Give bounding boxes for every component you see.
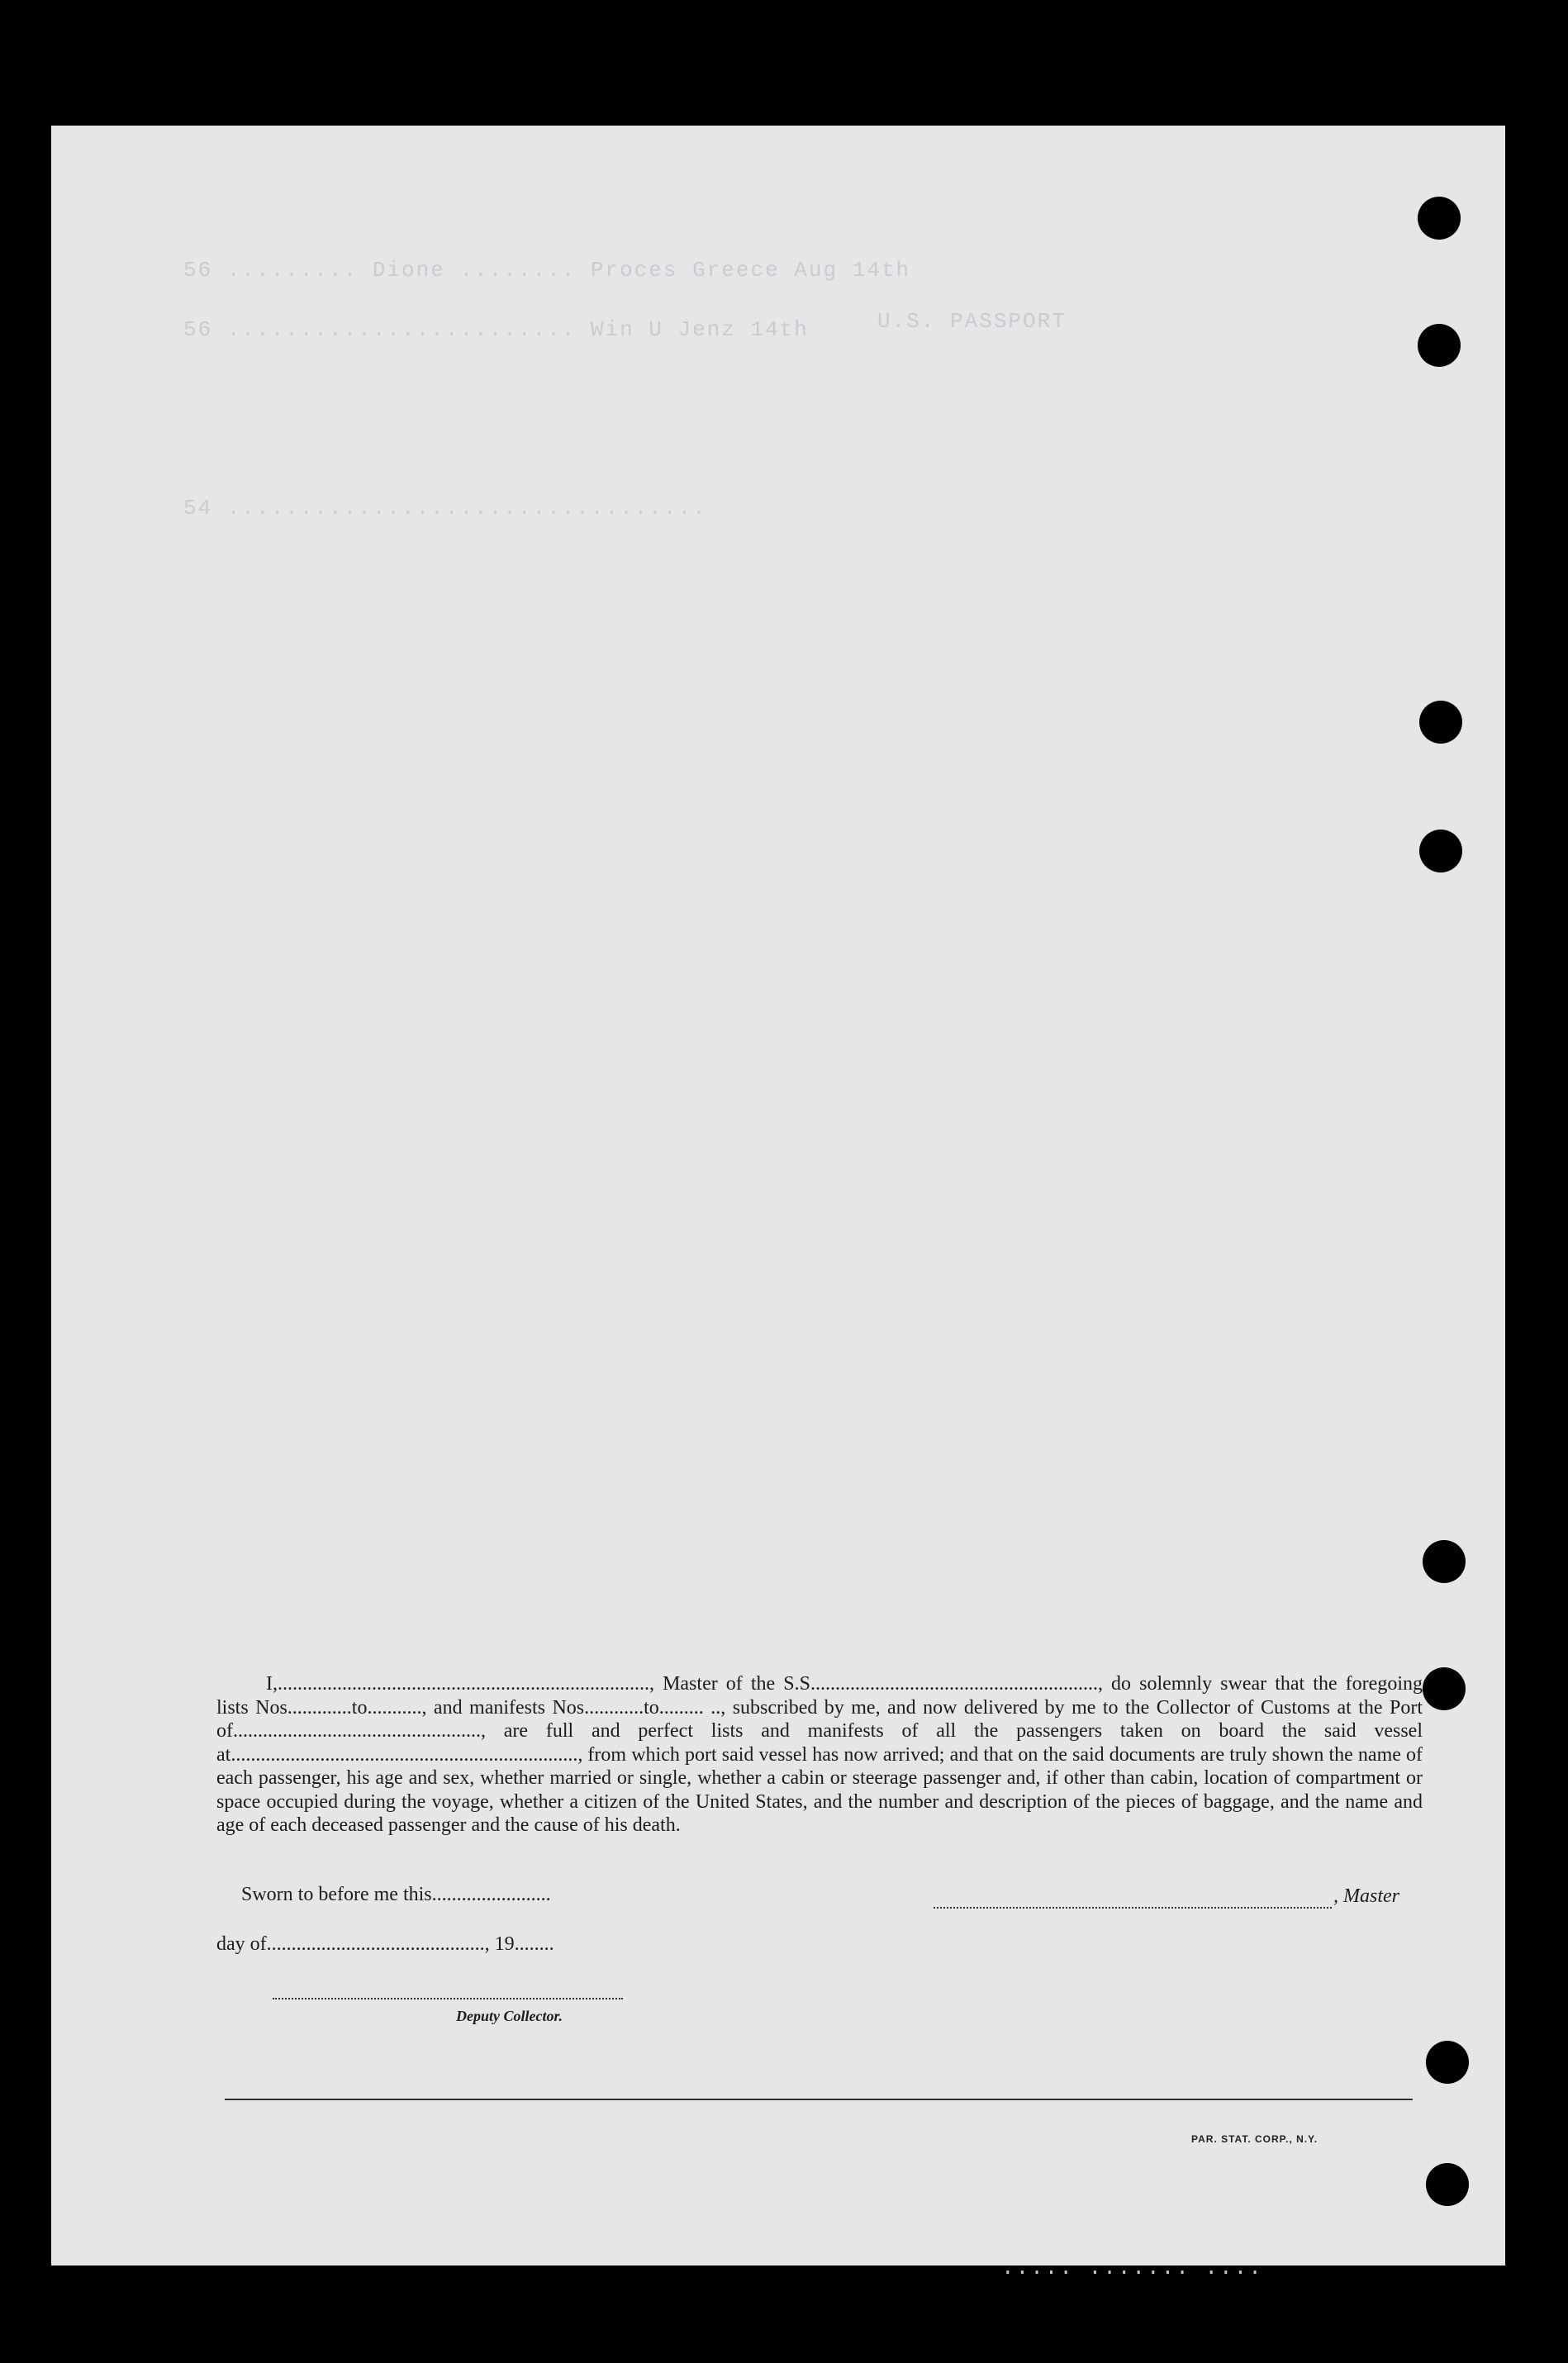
- punch-hole: [1419, 830, 1462, 872]
- bleed-through-text: U.S. PASSPORT: [877, 309, 1067, 334]
- sworn-line: Sworn to before me this........................: [241, 1884, 551, 1905]
- punch-hole: [1418, 324, 1461, 367]
- bleed-through-text: ..... ....... ....: [1001, 2256, 1263, 2280]
- punch-hole: [1419, 701, 1462, 744]
- bleed-through-text: 56 ......... Dione ........ Proces Greece Aug 14th: [183, 258, 911, 283]
- punch-hole: [1423, 1540, 1466, 1583]
- master-label: , Master: [1333, 1885, 1399, 1907]
- master-signature-line: [934, 1890, 1332, 1909]
- bleed-through-text: 56 ........................ Win U Jenz 14th: [183, 317, 809, 342]
- day-of-line: day of............................................, 19........: [216, 1933, 554, 1955]
- oath-paragraph: [216, 1672, 1423, 1838]
- bleed-through-text: 54 .................................: [183, 496, 707, 521]
- bottom-rule: [225, 2099, 1413, 2100]
- punch-hole: [1426, 2163, 1469, 2206]
- document-page: [51, 126, 1505, 2280]
- punch-hole: [1423, 1667, 1466, 1710]
- punch-hole: [1426, 2041, 1469, 2084]
- punch-hole: [1418, 197, 1461, 240]
- deputy-signature-line: [273, 1981, 623, 1999]
- oath-text: I,..........................................................................., Master of the S.S.........................................................., do solemnly swear that the foregoing lists Nos.............to..........., and manifests Nos............to......... .., subscribed by me, and now delivered by me to the Collector of Customs at the Port of.................................................., are full and perfect lists and manifests of all the passengers taken on board the said vessel at......................................................................, from which port said vessel has now arrived; and that on the said documents are truly shown the name of each passenger, his age and sex, whether married or single, whether a cabin or steerage passenger and, if other than cabin, location of compartment or space occupied during the voyage, whether a citizen of the United States, and the number and description of the pieces of baggage, and the name and age of each deceased passenger and the cause of his death.: [216, 1673, 1423, 1836]
- printer-imprint: PAR. STAT. CORP., N.Y.: [1191, 2133, 1319, 2145]
- deputy-collector-label: Deputy Collector.: [456, 2008, 563, 2024]
